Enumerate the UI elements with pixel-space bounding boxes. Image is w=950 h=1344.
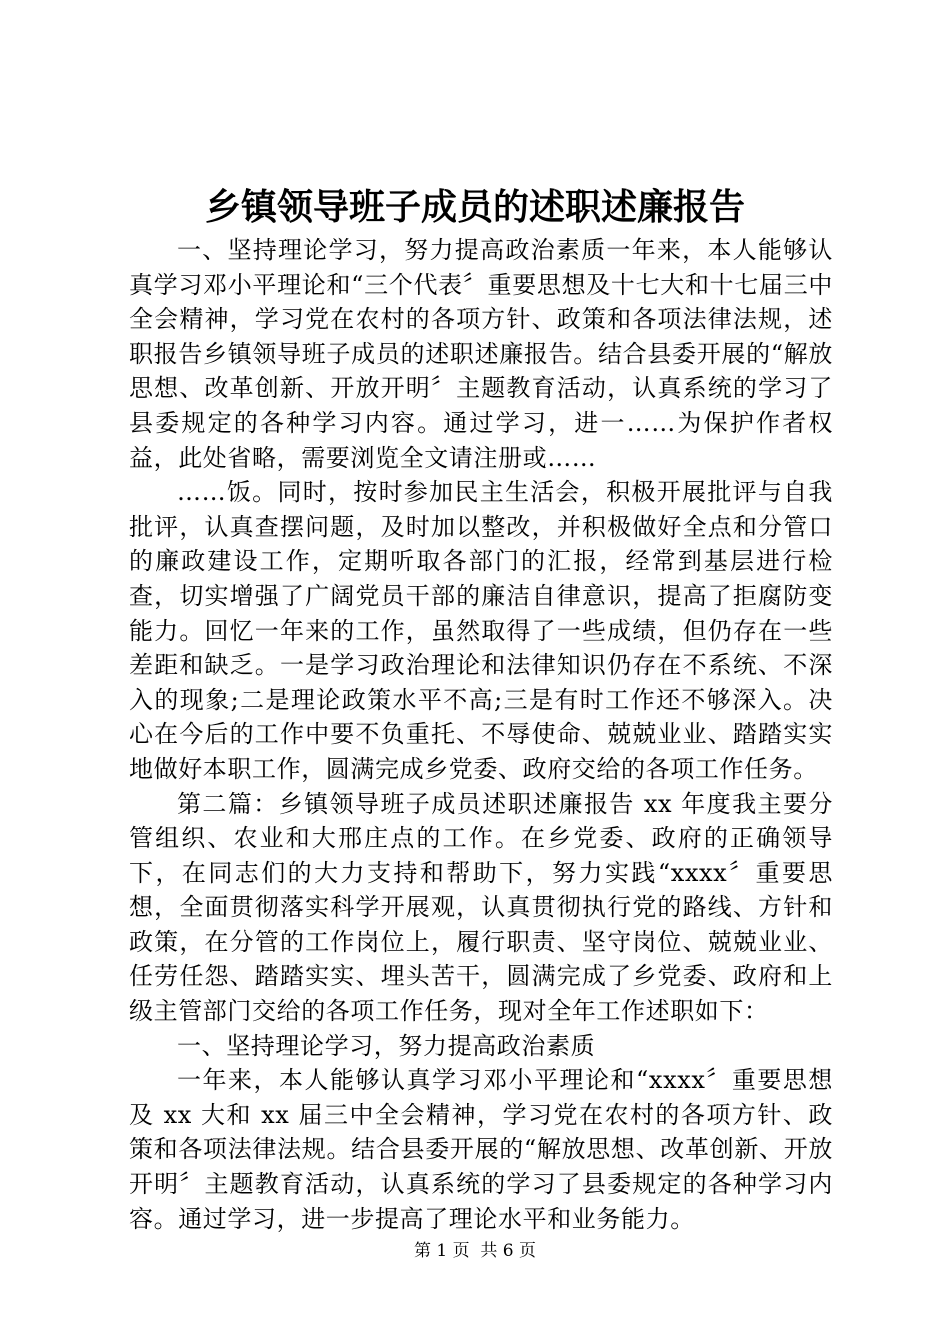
paragraph-1: 一、坚持理论学习，努力提高政治素质一年来，本人能够认真学习邓小平理论和“三个代表〞重要思想及十七大和十七届三中全会精神，学习党在农村的各项方针、政策和各项法律法规，述职报告乡镇领导班子成员的述职述廉报告。结合县委开展的“解放思想、改革创新、开放开明〞主题教育活动，认真系统的学习了县委规定的各种学习内容。通过学习，进一……为保护作者权益，此处省略，需要浏览全文请注册或…… bbox=[129, 236, 833, 472]
paragraph-2: ……饭。同时，按时参加民主生活会，积极开展批评与自我批评，认真查摆问题，及时加以整改，并积极做好全点和分管口的廉政建设工作，定期听取各部门的汇报，经常到基层进行检查，切实增强了广阔党员干部的廉洁自律意识，提高了拒腐防变能力。回忆一年来的工作，虽然取得了一些成绩，但仍存在一些差距和缺乏。一是学习政治理论和法律知识仍存在不系统、不深入的现象;二是理论政策水平不高;三是有时工作还不够深入。决心在今后的工作中要不负重托、不辱使命、兢兢业业、踏踏实实地做好本职工作，圆满完成乡党委、政府交给的各项工作任务。 bbox=[129, 478, 833, 783]
document-body bbox=[129, 233, 833, 1236]
page-footer bbox=[0, 1239, 950, 1263]
paragraph-5: 一年来，本人能够认真学习邓小平理论和“xxxx〞重要思想及 xx 大和 xx 届三中全会精神，学习党在农村的各项方针、政策和各项法律法规。结合县委开展的“解放思想、改革创新、开放开明〞主题教育活动，认真系统的学习了县委规定的各种学习内容。通过学习，进一步提高了理论水平和业务能力。 bbox=[129, 1066, 833, 1233]
paragraph-3: 第二篇：乡镇领导班子成员述职述廉报告 xx 年度我主要分管组织、农业和大邢庄点的工作。在乡党委、政府的正确领导下，在同志们的大力支持和帮助下，努力实践“xxxx〞重要思想，全面贯彻落实科学开展观，认真贯彻执行党的路线、方针和政策，在分管的工作岗位上，履行职责、坚守岗位、兢兢业业、任劳任怨、踏踏实实、埋头苦干，圆满完成了乡党委、政府和上级主管部门交给的各项工作任务，现对全年工作述职如下： bbox=[129, 789, 833, 1026]
paragraph-4: 一、坚持理论学习，努力提高政治素质 bbox=[177, 1031, 596, 1060]
page-number-label: 第 1 页 共 6 页 bbox=[413, 1241, 537, 1261]
document-title: 乡镇领导班子成员的述职述廉报告 bbox=[204, 186, 745, 228]
